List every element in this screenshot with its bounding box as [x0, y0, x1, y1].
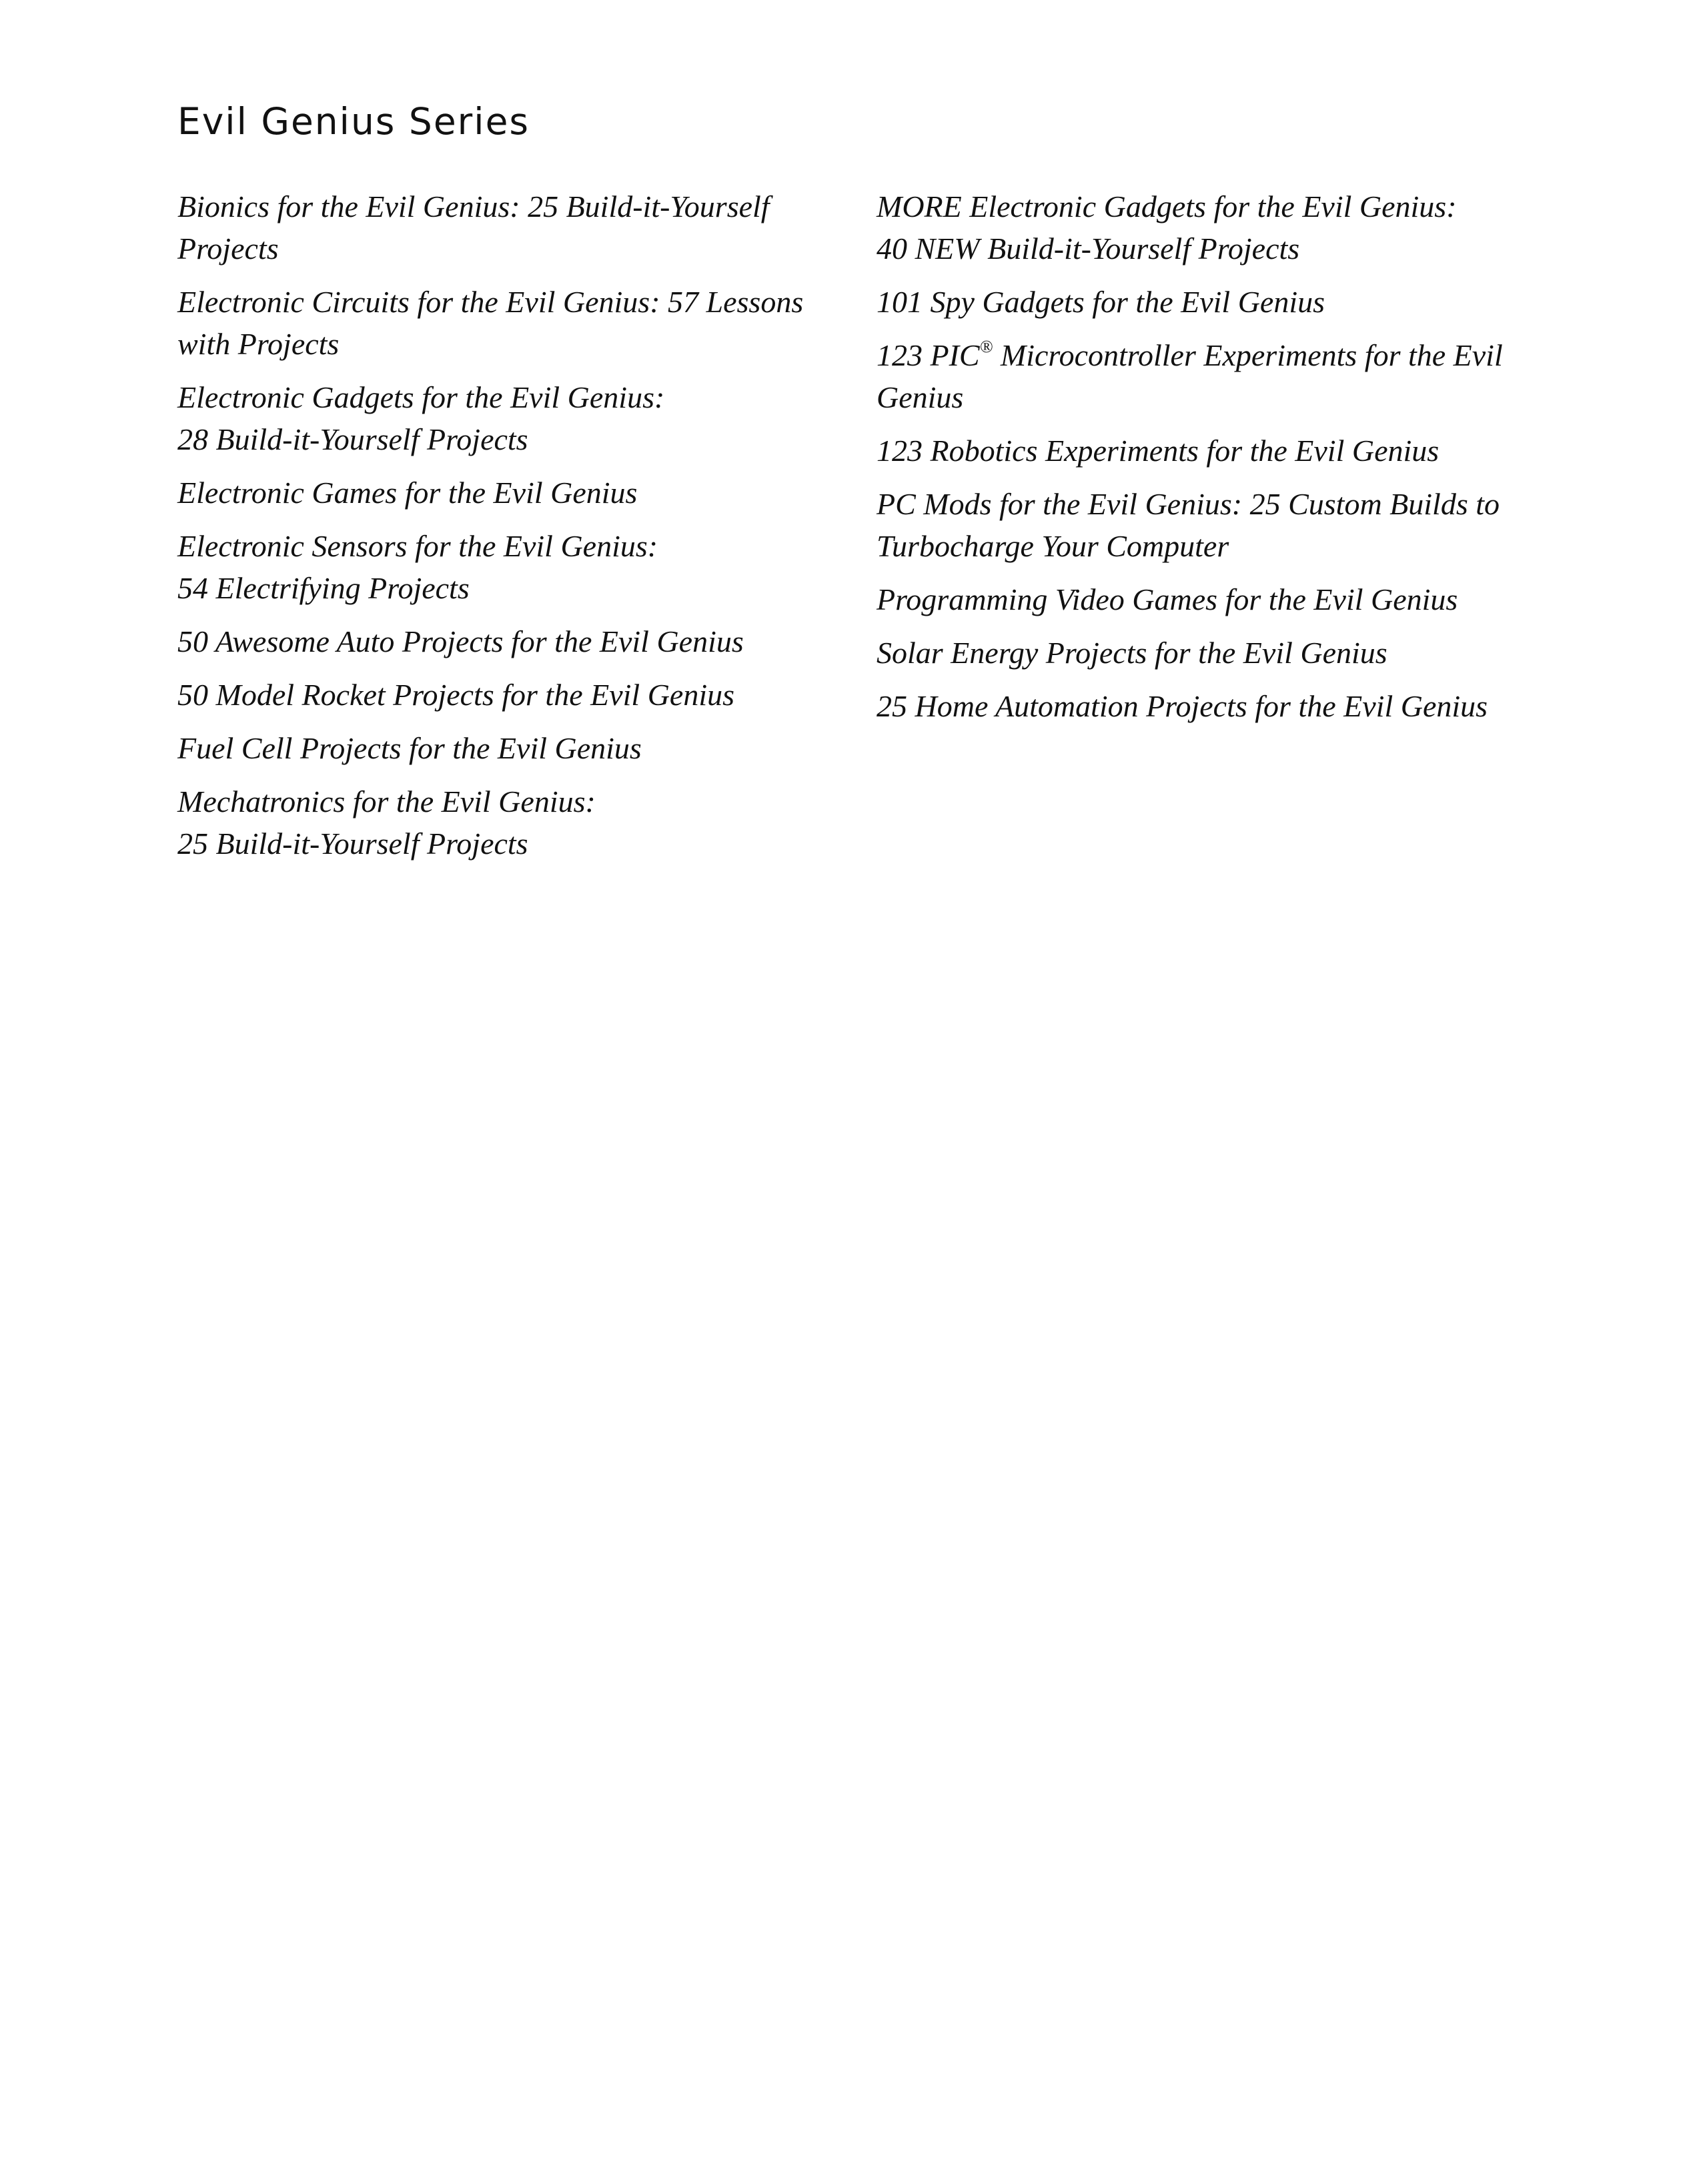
book-title-line: Electronic Games for the Evil Genius: [177, 476, 638, 510]
book-title-line: 54 Electrifying Projects: [177, 571, 470, 605]
book-title-line: Solar Energy Projects for the Evil Genius: [877, 636, 1387, 670]
series-title: Evil Genius Series: [177, 100, 530, 143]
book-title-line: Turbocharge Your Computer: [877, 529, 1229, 563]
book-title-line: PC Mods for the Evil Genius: 25 Custom Builds to: [877, 487, 1500, 521]
book-title-line: Fuel Cell Projects for the Evil Genius: [177, 731, 642, 765]
book-item: [177, 727, 831, 769]
book-title-line: Projects: [177, 231, 279, 265]
book-item: [177, 185, 831, 269]
book-title-line: Electronic Gadgets for the Evil Genius:: [177, 380, 665, 414]
book-item: [877, 578, 1550, 620]
book-title-line: [877, 334, 1550, 376]
book-title-line: Electronic Sensors for the Evil Genius:: [177, 529, 658, 563]
book-title-part: 123 PIC: [877, 338, 980, 372]
book-item: [877, 483, 1550, 567]
book-title-line: 28 Build-it-Yourself Projects: [177, 422, 528, 456]
book-item: [877, 185, 1550, 269]
book-item: [877, 281, 1550, 323]
book-list-left: [177, 185, 831, 876]
book-list-right: [877, 185, 1550, 738]
book-item: [177, 525, 831, 609]
book-title-line: 123 Robotics Experiments for the Evil Genius: [877, 434, 1440, 468]
book-title-line: Mechatronics for the Evil Genius:: [177, 784, 596, 818]
book-title-line: MORE Electronic Gadgets for the Evil Genius:: [877, 189, 1457, 223]
book-title-line: 40 NEW Build-it-Yourself Projects: [877, 231, 1300, 265]
book-title-line: Genius: [877, 380, 964, 414]
book-title-line: 25 Build-it-Yourself Projects: [177, 827, 528, 861]
registered-mark: ®: [979, 337, 993, 356]
book-item: [877, 430, 1550, 472]
book-title-line: Bionics for the Evil Genius: 25 Build-it-Yourself: [177, 189, 770, 223]
book-item: [877, 334, 1550, 418]
book-title-line: with Projects: [177, 327, 340, 361]
book-item: [177, 376, 831, 460]
book-title-line: 50 Awesome Auto Projects for the Evil Genius: [177, 624, 744, 658]
book-item: [177, 620, 831, 662]
book-item: [877, 685, 1550, 727]
book-title-line: 101 Spy Gadgets for the Evil Genius: [877, 285, 1325, 319]
book-item: [177, 674, 831, 716]
book-title-line: Electronic Circuits for the Evil Genius: 57 Lessons: [177, 285, 804, 319]
book-item: [177, 281, 831, 365]
book-title-line: Programming Video Games for the Evil Genius: [877, 582, 1458, 616]
book-title-line: 50 Model Rocket Projects for the Evil Genius: [177, 678, 735, 712]
book-item: [177, 780, 831, 865]
book-item: [877, 632, 1550, 674]
book-title-part: Microcontroller Experiments for the Evil: [993, 338, 1503, 372]
book-title-line: 25 Home Automation Projects for the Evil Genius: [877, 689, 1488, 723]
book-item: [177, 472, 831, 514]
